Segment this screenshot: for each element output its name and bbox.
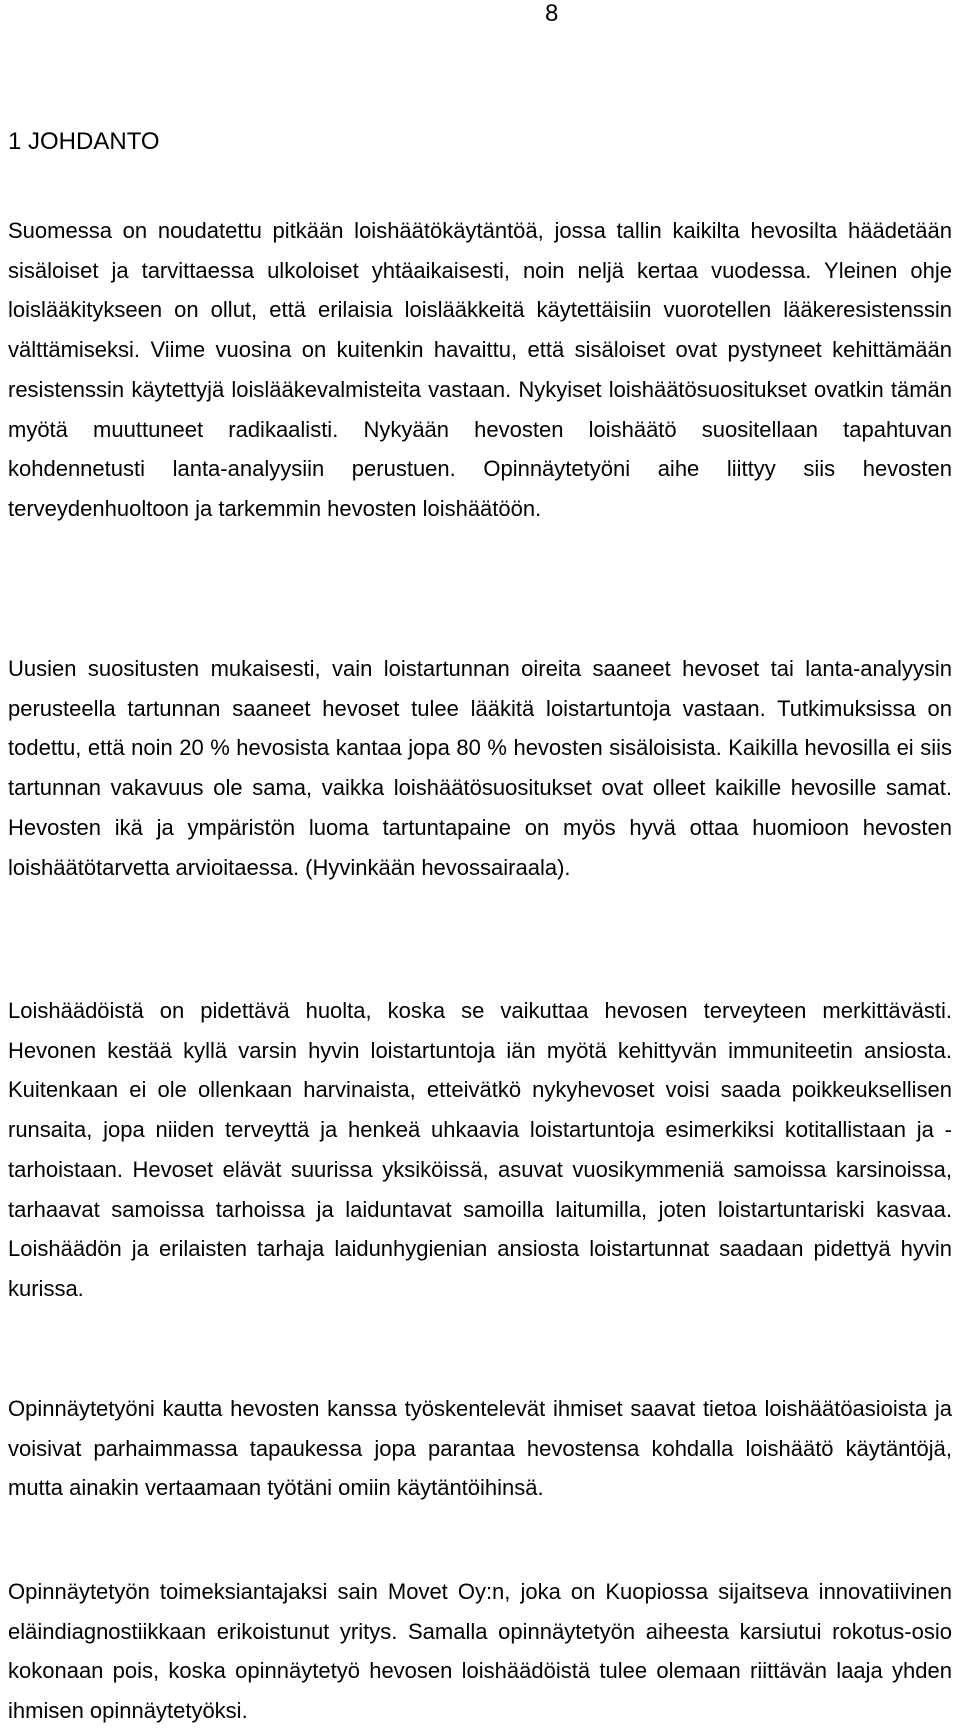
section-heading: 1 JOHDANTO (8, 128, 160, 155)
paragraph-importance: Loishäädöistä on pidettävä huolta, koska se vaikuttaa hevosen terveyteen merkittävästi. Hevonen kestää kyllä varsin hyvin loistartuntoja iän myötä kehittyvän immuniteetin ansiosta. Kuitenkaan ei ole ollenkaan harvinaista, etteivätkö nykyhevoset voisi saada poikkeuksellisen runsaita, jopa niiden terveyttä ja henkeä uhkaavia loistartuntoja esimerkiksi kotitallistaan ja -tarhoistaan. Hevoset elävät suurissa yksiköissä, asuvat vuosikymmeniä samoissa karsinoissa, tarhaavat samoissa tarhoissa ja laiduntavat samoilla laitumilla, joten loistartuntariski kasvaa. Loishäädön ja erilaisten tarhaja laidunhygienian ansiosta loistartunnat saadaan pidettyä hyvin kurissa. (8, 998, 952, 1301)
page-number: 8 (545, 0, 559, 27)
paragraph-benefits: Opinnäytetyöni kautta hevosten kanssa työskentelevät ihmiset saavat tietoa loishäätöasioista ja voisivat parhaimmassa tapaukessa jopa parantaa hevostensa kohdalla loishäätö käytäntöjä, mutta ainakin vertaamaan työtäni omiin käytäntöihinsä. (8, 1396, 952, 1501)
paragraph-commissioner: Opinnäytetyön toimeksiantajaksi sain Movet Oy:n, joka on Kuopiossa sijaitseva innovatiivinen eläindiagnostiikkaan erikoistunut yritys. Samalla opinnäytetyön aiheesta karsiutui rokotus-osio kokonaan pois, koska opinnäytetyö hevosen loishäädöistä tulee olemaan riittävän laaja yhden ihmisen opinnäytetyöksi. (8, 1579, 952, 1724)
paragraph-intro: Suomessa on noudatettu pitkään loishäätökäytäntöä, jossa tallin kaikilta hevosilta häädetään sisäloiset ja tarvittaessa ulkoloiset yhtäaikaisesti, noin neljä kertaa vuodessa. Yleinen ohje loislääkitykseen on ollut, että erilaisia loislääkkeitä käytettäisiin vuorotellen lääkeresistenssin välttämiseksi. Viime vuosina on kuitenkin havaittu, että sisäloiset ovat pystyneet kehittämään resistenssin käytettyjä loislääkevalmisteita vastaan. Nykyiset loishäätösuositukset ovatkin tämän myötä muuttuneet radikaalisti. Nykyään hevosten loishäätö suositellaan tapahtuvan kohdennetusti lanta-analyysiin perustuen. Opinnäytetyöni aihe liittyy siis hevosten terveydenhuoltoon ja tarkemmin hevosten loishäätöön. (8, 218, 952, 521)
paragraph-recommendations: Uusien suositusten mukaisesti, vain loistartunnan oireita saaneet hevoset tai lanta-analyysin perusteella tartunnan saaneet hevoset tulee lääkitä loistartuntoja vastaan. Tutkimuksissa on todettu, että noin 20 % hevosista kantaa jopa 80 % hevosten sisäloisista. Kaikilla hevosilla ei siis tartunnan vakavuus ole sama, vaikka loishäätösuositukset ovat olleet kaikille hevosille samat. Hevosten ikä ja ympäristön luoma tartuntapaine on myös hyvä ottaa huomioon hevosten loishäätötarvetta arvioitaessa. (Hyvinkään hevossairaala). (8, 656, 952, 880)
